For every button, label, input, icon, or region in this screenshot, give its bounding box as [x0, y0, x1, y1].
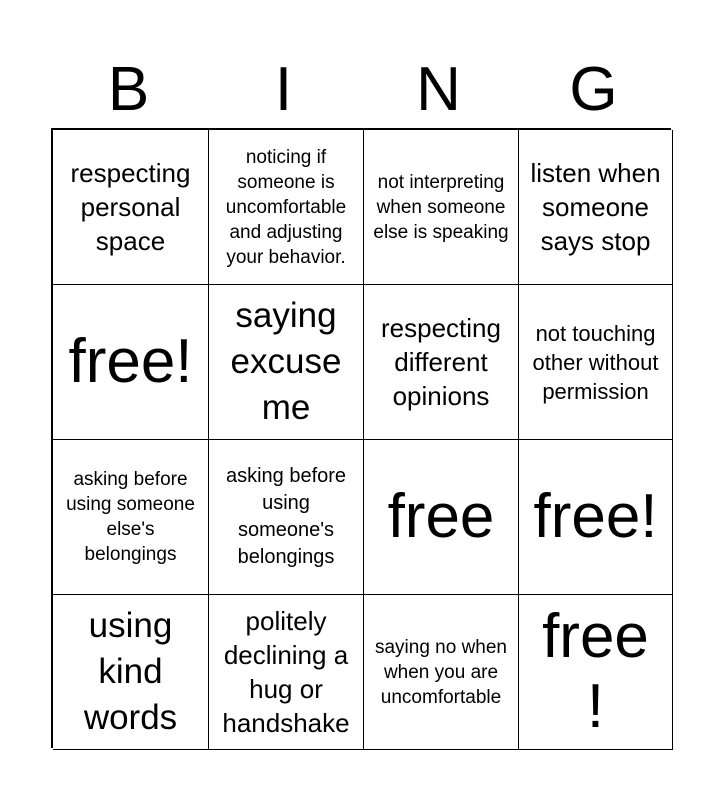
header-letter-b: B [107, 55, 150, 124]
cell-label: saying no when when you are uncomfortable [374, 636, 508, 708]
bingo-cell-r1c4[interactable] [519, 130, 673, 285]
cell-label: saying excuse me [230, 296, 342, 427]
bingo-cell-r4c4-free[interactable] [519, 595, 673, 750]
bingo-cell-r1c3[interactable] [364, 130, 519, 285]
cell-label: free [387, 482, 495, 551]
cell-label: using kind words [83, 606, 178, 737]
bingo-cell-r2c2[interactable] [209, 285, 364, 440]
cell-label: free ! [542, 602, 649, 741]
header-letter-n: N [416, 55, 461, 124]
bingo-cell-r2c1-free[interactable] [53, 285, 209, 440]
cell-label: listen when someone says stop [530, 158, 661, 256]
bingo-cell-r4c2[interactable] [209, 595, 364, 750]
bingo-cell-r4c1[interactable] [53, 595, 209, 750]
cell-label: not touching other without permission [532, 320, 659, 404]
cell-label: respecting different opinions [381, 313, 501, 411]
bingo-cell-r1c2[interactable] [209, 130, 364, 285]
bingo-cell-r4c3[interactable] [364, 595, 519, 750]
cell-label: free! [68, 327, 193, 396]
bingo-cell-r3c4-free[interactable] [519, 440, 673, 595]
bingo-cell-r1c1[interactable] [53, 130, 209, 285]
bingo-board [51, 128, 671, 748]
bingo-cell-r2c4[interactable] [519, 285, 673, 440]
cell-label: asking before using someone else's belongings [66, 469, 195, 565]
cell-label: free! [533, 482, 658, 551]
bingo-cell-r3c2[interactable] [209, 440, 364, 595]
bingo-header [51, 52, 671, 128]
bingo-cell-r3c3-free[interactable] [364, 440, 519, 595]
bingo-cell-r3c1[interactable] [53, 440, 209, 595]
cell-label: asking before using someone's belongings [225, 465, 347, 568]
cell-label: respecting personal space [70, 158, 191, 256]
header-letter-g: G [569, 55, 618, 124]
cell-label: not interpreting when someone else is speaking [373, 171, 509, 243]
cell-label: noticing if someone is uncomfortable and adjusting your behavior. [225, 146, 347, 268]
header-letter-i: I [274, 55, 293, 124]
bingo-cell-r2c3[interactable] [364, 285, 519, 440]
cell-label: politely declining a hug or handshake [222, 606, 350, 738]
